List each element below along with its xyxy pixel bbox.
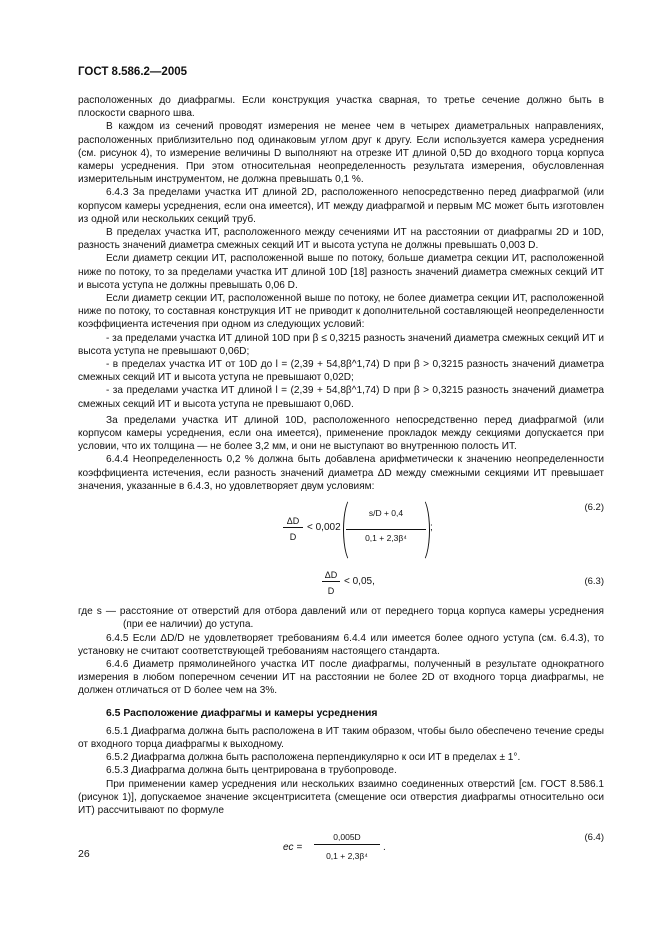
clause-6-5-2: 6.5.2 Диафрагма должна быть расположена перпендикулярно к оси ИТ в пределах ± 1°. xyxy=(106,752,521,764)
bullet-condition-2: - в пределах участка ИТ от 10D до l = (2,39 + 54,8β^1,74) D при β > 0,3215 разность значений диаметра смежных секций ИТ и высота уступа не превышают 0,02D; xyxy=(78,359,604,384)
f64-period: . xyxy=(383,842,386,854)
paragraph-gaskets: За пределами участка ИТ длиной 10D, расположенного непосредственно перед диафрагмой (или корпусом камеры усреднения, если она имеется), применение прокладок между секциями допускается при условии, что их толщина — не более 3,2 мм, и они не выступают во внутреннюю полость ИТ. xyxy=(78,414,604,453)
paragraph-where-s: где s — расстояние от отверстий для отбора давлений или от переднего торца корпуса камеры усреднения (при ее наличии) до уступа. xyxy=(78,606,604,631)
paragraph-eccentricity: При применении камер усреднения или нескольких взаимно соединенных отверстий [см. ГОСТ 8.586.1 (рисунок 1)], допускаемое значение эксцентриситета (смещение оси отверстия диафрагмы относительно оси ИТ) рассчитывают по формуле xyxy=(78,778,604,816)
f62-lhs-denominator: D xyxy=(289,532,297,543)
f63-fraction xyxy=(322,569,340,598)
f63-numerator: ΔD xyxy=(324,570,338,581)
f62-inner-fraction xyxy=(346,501,426,545)
paragraph-measurement-sections: В каждом из сечений проводят измерения не менее чем в четырех диаметральных направлениях, расположенных приблизительно под одинаковым углом друг к другу. Если используется камера усреднения (см. рисунок 4), то измерение величины D выполняют на отрезке ИТ длиной 0,5D до входного торца корпуса камеры усреднения. При этом относительная неопределенность результата измерения, обусловленная измерительным инструментом, не должна превышать 0,1 %. xyxy=(78,121,604,186)
f64-denominator: 0,1 + 2,3β⁴ xyxy=(326,851,368,862)
section-heading-6-5: 6.5 Расположение диафрагмы и камеры усреднения xyxy=(106,707,378,719)
f62-inner-numerator: s/D + 0,4 xyxy=(368,508,404,519)
formula-6-3 xyxy=(78,567,604,601)
bullet-condition-3: - за пределами участка ИТ длиной l = (2,39 + 54,8β^1,74) D при β > 0,3215 разность значений диаметра смежных секций ИТ и высота уступа не превышают 0,06D. xyxy=(78,385,604,410)
f62-number: (6.2) xyxy=(584,502,604,514)
clause-6-4-4: 6.4.4 Неопределенность 0,2 % должна быть добавлена арифметически к значению неопределенности коэффициента истечения, если разность значений диаметра ΔD между смежными секциями ИТ превышает значения, указанные в 6.4.3, но удовлетворяет двум условиям: xyxy=(78,454,604,492)
page-body xyxy=(78,94,604,871)
f64-numerator: 0,005D xyxy=(333,832,361,843)
formula-6-2 xyxy=(78,493,604,567)
clause-6-4-3: 6.4.3 За пределами участка ИТ длиной 2D, расположенного непосредственно перед диафрагмой (или корпусом камеры усреднения, если она имеется), ИТ между диафрагмой и первым МС может быть изготовлен из одной или нескольких секций труб. xyxy=(78,187,604,225)
clause-6-4-6: 6.4.6 Диаметр прямолинейного участка ИТ после диафрагмы, полученный в результате однократного измерения в любом поперечном сечении ИТ на расстоянии не более 2D от входного торца диафрагмы, не должен отличаться от D более чем на 3%. xyxy=(78,658,604,697)
f64-lhs: eс = xyxy=(283,842,303,854)
clause-6-5-1: 6.5.1 Диафрагма должна быть расположена в ИТ таким образом, чтобы было обеспечено течение среды от входного торца диафрагмы к выходному. xyxy=(78,725,604,750)
paragraph-2d-10d: В пределах участка ИТ, расположенного между сечениями ИТ на расстоянии от диафрагмы 2D и 10D, разность значений диаметра смежных секций ИТ и высота уступа не должны превышать 0,003 D. xyxy=(78,227,604,252)
paragraph-upstream-larger: Если диаметр секции ИТ, расположенной выше по потоку, больше диаметра секции ИТ, расположенной ниже по потоку, то за пределами участка ИТ длиной 10D [18] разность значений диаметра смежных секций ИТ и высота уступа не должны превышать 0,06 D. xyxy=(78,253,604,291)
standard-header: ГОСТ 8.586.2—2005 xyxy=(78,66,188,78)
clause-6-4-5: 6.4.5 Если ΔD/D не удовлетворяет требованиям 6.4.4 или имеется более одного уступа (см. 6.4.3), то установку не считают соответствующей требованиям настоящего стандарта. xyxy=(78,632,604,657)
page-number: 26 xyxy=(78,848,90,860)
f62-semicolon: ; xyxy=(430,522,433,534)
bullet-condition-1: - за пределами участка ИТ длиной 10D при β ≤ 0,3215 разность значений диаметра смежных секций ИТ и высота уступа не превышают 0,06D; xyxy=(78,332,604,357)
f62-inner-denominator: 0,1 + 2,3β⁴ xyxy=(365,533,407,544)
f63-denominator: D xyxy=(327,586,335,597)
f64-fraction xyxy=(314,831,380,863)
f62-less-than: < 0,002 xyxy=(307,522,341,534)
f63-relation: < 0,05, xyxy=(344,576,375,588)
f62-lhs-fraction xyxy=(283,515,303,544)
clause-6-5-3: 6.5.3 Диафрагма должна быть центрирована в трубопроводе. xyxy=(106,765,397,777)
formula-6-4 xyxy=(78,827,604,871)
f63-number: (6.3) xyxy=(584,576,604,588)
f64-number: (6.4) xyxy=(584,832,604,844)
paragraph-upstream-not-larger: Если диаметр секции ИТ, расположенной выше по потоку, не более диаметра секции ИТ, расположенной ниже по потоку, то составная конструкция ИТ не приводит к дополнительной составляющей неопределенности коэффициента истечения при одном из следующих условий: xyxy=(78,293,604,331)
f62-lhs-numerator: ΔD xyxy=(286,516,300,527)
paragraph-continuation: расположенных до диафрагмы. Если конструкция участка сварная, то третье сечение должно быть в плоскости сварного шва. xyxy=(78,95,604,120)
